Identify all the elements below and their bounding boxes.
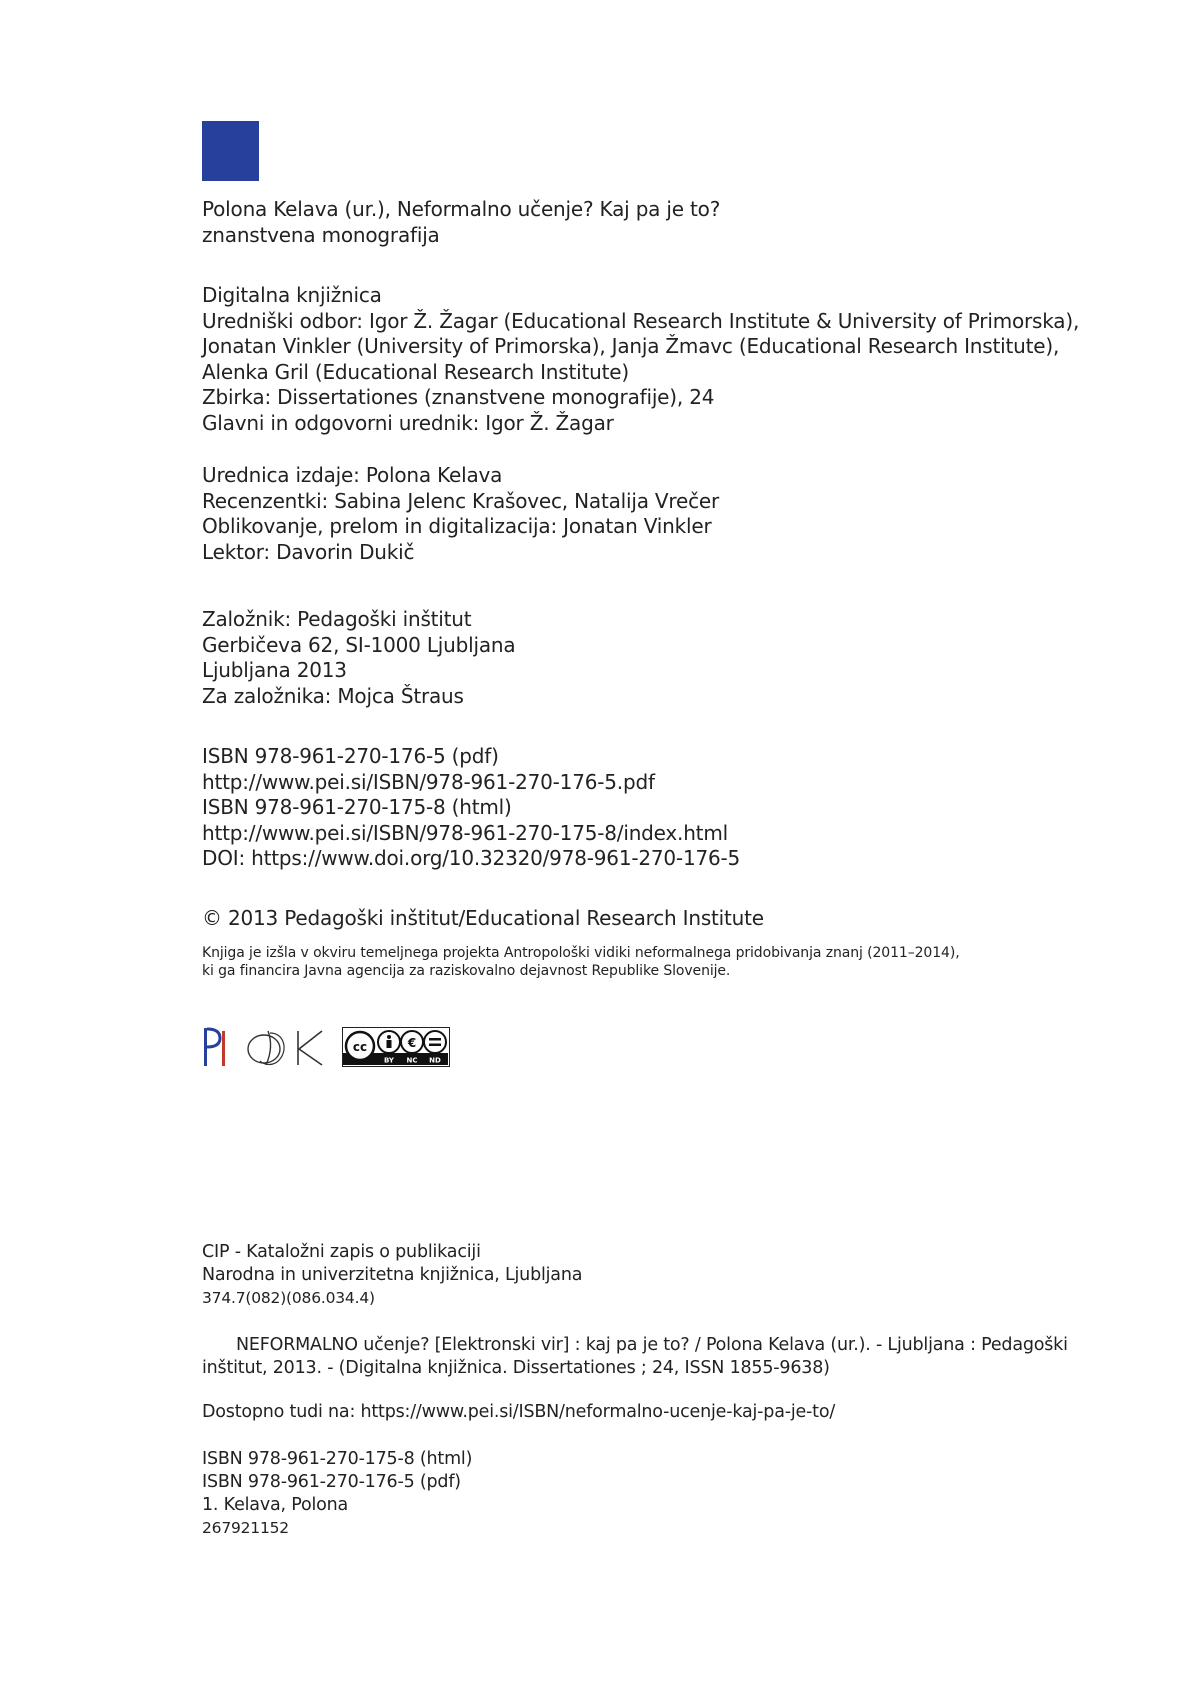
cc-license-icon [343,1028,448,1065]
publisher-line: Gerbičeva 62, SI-1000 Ljubljana [202,632,516,657]
isbn-line: ISBN 978-961-270-175-8 (html) [202,795,512,820]
book-title: Polona Kelava (ur.), Neformalno učenje? Kaj pa je to? [202,197,721,221]
publisher-line: Ljubljana 2013 [202,658,347,683]
publisher-line: Za založnika: Mojca Štraus [202,683,464,708]
cip-header-line: Narodna in univerzitetna knjižnica, Ljubljana [202,1265,583,1285]
pi-logo-icon [202,1025,232,1069]
cip-entry-line: inštitut, 2013. - (Digitalna knjižnica. Dissertationes ; 24, ISSN 1855-9638) [202,1358,830,1378]
editor-line: Recenzentki: Sabina Jelenc Krašovec, Natalija Vrečer [202,488,720,513]
funding-line: ki ga financira Javna agencija za raziskovalno dejavnost Republike Slovenije. [202,962,731,979]
isbn-link[interactable]: http://www.pei.si/ISBN/978-961-270-176-5.pdf [202,769,655,794]
cip-isbn-pdf: ISBN 978-961-270-176-5 (pdf) [202,1472,461,1492]
series-line: Zbirka: Dissertationes (znanstvene monografije), 24 [202,385,715,410]
cip-record [202,1241,582,1310]
series-line: Digitalna knjižnica [202,283,382,307]
accent-blue-square [202,121,259,181]
isbn-link[interactable]: http://www.pei.si/ISBN/978-961-270-175-8/index.html [202,820,728,845]
cip-entry-line: NEFORMALNO učenje? [Elektronski vir] : kaj pa je to? / Polona Kelava (ur.). - Ljubljana : Pedagoški [236,1335,1068,1355]
cip-isbn-html: ISBN 978-961-270-175-8 (html) [202,1449,473,1469]
doi-link[interactable]: DOI: https://www.doi.org/10.32320/978-961-270-176-5 [202,846,741,871]
series-line: Alenka Gril (Educational Research Institute) [202,359,629,384]
copyright-line: © 2013 Pedagoški inštitut/Educational Research Institute [202,906,764,930]
publisher-line: Založnik: Pedagoški inštitut [202,607,472,631]
cc-label-nd: ND [429,1056,441,1065]
book-subtitle: znanstvena monografija [202,222,440,247]
cc-label-nc: NC [406,1056,418,1065]
isbn-line: ISBN 978-961-270-176-5 (pdf) [202,744,499,768]
cip-subject: 1. Kelava, Polona [202,1495,349,1515]
svg-text:€: € [407,1036,417,1050]
series-line: Uredniški odbor: Igor Ž. Žagar (Educational Research Institute & University of Primorska), [202,308,1080,333]
editors-block [202,463,719,565]
publisher-block [202,607,515,709]
cip-header-line: CIP - Kataložni zapis o publikaciji [202,1242,481,1262]
cip-access: Dostopno tudi na: https://www.pei.si/ISBN/neformalno-ucenje-kaj-pa-je-to/ [202,1402,836,1422]
series-line: Glavni in odgovorni urednik: Igor Ž. Žagar [202,410,614,435]
title-block [202,197,720,248]
cip-identifiers [202,1448,472,1540]
logos-row [202,1025,462,1069]
cip-cobiss-id: 267921152 [202,1519,289,1537]
cc-license-badge[interactable] [342,1027,450,1067]
editor-line: Urednica izdaje: Polona Kelava [202,463,503,487]
svg-text:cc: cc [352,1040,368,1054]
editor-line: Lektor: Davorin Dukič [202,539,415,564]
series-line: Jonatan Vinkler (University of Primorska), Janja Žmavc (Educational Research Institute), [202,334,1060,359]
series-block [202,283,1079,437]
cip-entry [202,1334,1068,1380]
cc-label-by: BY [383,1056,395,1065]
editor-line: Oblikovanje, prelom in digitalizacija: Jonatan Vinkler [202,514,712,539]
funding-note [202,945,960,980]
isbn-block [202,744,740,872]
dk-logo-icon [244,1025,326,1069]
cip-udc: 374.7(082)(086.034.4) [202,1289,375,1307]
funding-line: Knjiga je izšla v okviru temeljnega projekta Antropološki vidiki neformalnega pridobivanja znanj (2011–2014), [202,945,960,961]
